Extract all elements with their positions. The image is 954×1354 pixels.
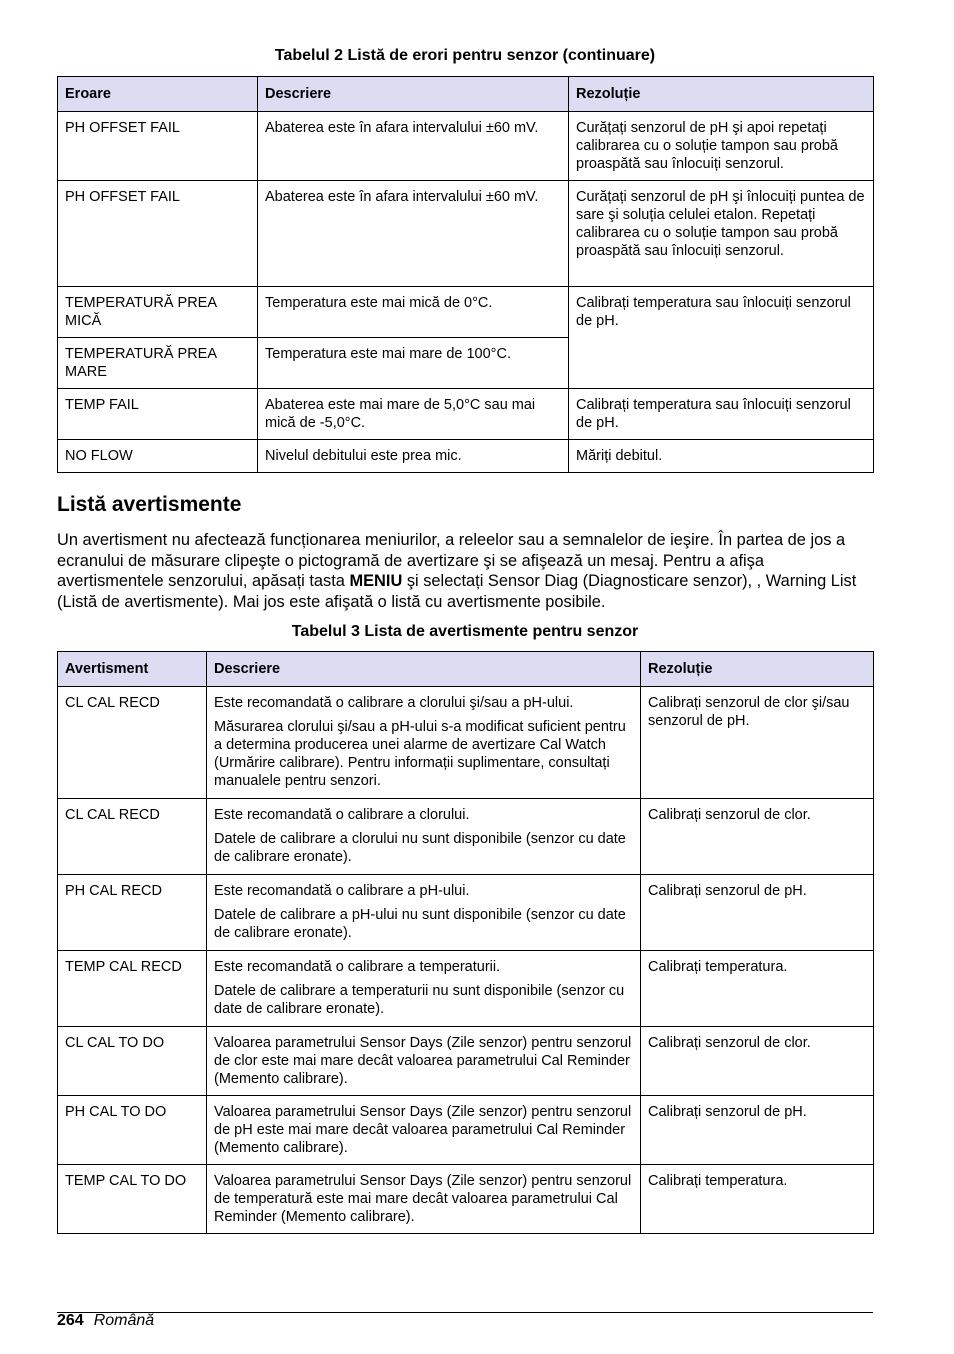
warning-resolution: Calibrați senzorul de pH. <box>641 875 874 951</box>
description-summary: Este recomandată o calibrare a pH-ului. <box>214 883 470 899</box>
header-descriere: Descriere <box>258 77 569 112</box>
error-table <box>57 76 874 473</box>
table-row <box>58 287 874 338</box>
warning-code: CL CAL RECD <box>58 799 207 875</box>
menu-key: MENIU <box>349 572 403 590</box>
warning-description <box>207 687 641 799</box>
warning-resolution: Calibrați senzorul de clor. <box>641 1027 874 1096</box>
intro-text-2: şi selectați Sensor Diag (Diagnosticare senzor), , Warning List (Listă de avertismente). Mai jos este afişată o listă cu avertismente posibile. <box>57 572 857 611</box>
error-code: PH OFFSET FAIL <box>58 181 258 287</box>
warning-code: PH CAL TO DO <box>58 1096 207 1165</box>
header-avertisment: Avertisment <box>58 652 207 687</box>
error-description: Nivelul debitului este prea mic. <box>258 440 569 473</box>
header-eroare: Eroare <box>58 77 258 112</box>
warning-resolution: Calibrați temperatura. <box>641 951 874 1027</box>
warning-code: PH CAL RECD <box>58 875 207 951</box>
description-summary: Este recomandată o calibrare a clorului. <box>214 807 470 823</box>
error-code: TEMPERATURĂ PREA MARE <box>58 338 258 389</box>
description-detail: Datele de calibrare a temperaturii nu sunt disponibile (senzor cu date de calibrare eronate). <box>214 983 625 1017</box>
warning-description <box>207 951 641 1027</box>
error-resolution: Curățați senzorul de pH şi apoi repetați calibrarea cu o soluție tampon sau probă proaspătă sau înlocuiți senzorul. <box>569 112 874 181</box>
error-code: TEMP FAIL <box>58 389 258 440</box>
description-summary: Este recomandată o calibrare a temperaturii. <box>214 959 501 975</box>
table-row <box>58 1165 874 1234</box>
error-description: Temperatura este mai mare de 100°C. <box>258 338 569 389</box>
table2-caption: Tabelul 2 Listă de erori pentru senzor (continuare) <box>274 47 656 64</box>
warning-code: TEMP CAL TO DO <box>58 1165 207 1234</box>
description-detail: Măsurarea clorului şi/sau a pH-ului s-a modificat suficient pentru a determina producerea unei alarme de avertizare Cal Watch (Urmărire calibrare). Pentru informații suplimentare, consultați manualele pentru senzori. <box>214 719 626 789</box>
table-header-row <box>58 652 874 687</box>
table-row <box>58 951 874 1027</box>
warning-table <box>57 651 874 1234</box>
header-rezolutie: Rezoluție <box>641 652 874 687</box>
table-row <box>58 1096 874 1165</box>
description-detail: Datele de calibrare a pH-ului nu sunt disponibile (senzor cu date de calibrare eronate). <box>214 907 626 941</box>
table-row <box>58 875 874 951</box>
warning-description <box>207 799 641 875</box>
warning-resolution: Calibrați senzorul de pH. <box>641 1096 874 1165</box>
table-header-row <box>58 77 874 112</box>
error-resolution: Calibrați temperatura sau înlocuiți senzorul de pH. <box>569 389 874 440</box>
warning-description: Valoarea parametrului Sensor Days (Zile senzor) pentru senzorul de pH este mai mare decât valoarea parametrului Cal Reminder (Memento calibrare). <box>207 1096 641 1165</box>
table-row <box>58 1027 874 1096</box>
footer-language: Română <box>93 1312 155 1329</box>
intro-text-1: Un avertisment nu afectează funcționarea meniurilor, a releelor sau a semnalelor de ieşire. În partea de jos a ecranului de măsurare clipeşte o pictogramă de avertizare şi se afişează un mesaj. Pentru a afişa avertismentele senzorului, apăsați tasta <box>57 531 846 590</box>
error-description: Abaterea este mai mare de 5,0°C sau mai mică de -5,0°C. <box>258 389 569 440</box>
error-code: TEMPERATURĂ PREA MICĂ <box>58 287 258 338</box>
warning-description <box>207 875 641 951</box>
description-detail: Datele de calibrare a clorului nu sunt disponibile (senzor cu date de calibrare eronate). <box>214 831 626 865</box>
table-row <box>58 181 874 287</box>
page-footer <box>57 1312 154 1330</box>
table-row <box>58 687 874 799</box>
section-title: Listă avertismente <box>57 493 242 516</box>
error-resolution: Calibrați temperatura sau înlocuiți senzorul de pH. <box>569 287 874 389</box>
footer-divider <box>57 1312 873 1313</box>
error-description: Abaterea este în afara intervalului ±60 mV. <box>258 181 569 287</box>
warning-description: Valoarea parametrului Sensor Days (Zile senzor) pentru senzorul de clor este mai mare decât valoarea parametrului Cal Reminder (Memento calibrare). <box>207 1027 641 1096</box>
warning-code: TEMP CAL RECD <box>58 951 207 1027</box>
error-description: Abaterea este în afara intervalului ±60 mV. <box>258 112 569 181</box>
warning-resolution: Calibrați senzorul de clor şi/sau senzorul de pH. <box>641 687 874 799</box>
error-resolution: Curățați senzorul de pH şi înlocuiți puntea de sare şi soluția celulei etalon. Repetați calibrarea cu o soluție tampon sau probă proaspătă sau înlocuiți senzorul. <box>569 181 874 287</box>
warning-description: Valoarea parametrului Sensor Days (Zile senzor) pentru senzorul de temperatură este mai mare decât valoarea parametrului Cal Reminder (Memento calibrare). <box>207 1165 641 1234</box>
error-description: Temperatura este mai mică de 0°C. <box>258 287 569 338</box>
table-row <box>58 799 874 875</box>
warning-code: CL CAL TO DO <box>58 1027 207 1096</box>
header-rezolutie: Rezoluție <box>569 77 874 112</box>
page-number: 264 <box>57 1312 84 1329</box>
error-resolution: Măriți debitul. <box>569 440 874 473</box>
section-intro <box>57 530 875 612</box>
table-row <box>58 389 874 440</box>
header-descriere: Descriere <box>207 652 641 687</box>
error-code: PH OFFSET FAIL <box>58 112 258 181</box>
error-code: NO FLOW <box>58 440 258 473</box>
table-row <box>58 112 874 181</box>
warning-resolution: Calibrați temperatura. <box>641 1165 874 1234</box>
warning-code: CL CAL RECD <box>58 687 207 799</box>
table-row <box>58 440 874 473</box>
warning-resolution: Calibrați senzorul de clor. <box>641 799 874 875</box>
table3-caption: Tabelul 3 Lista de avertismente pentru senzor <box>291 623 639 640</box>
description-summary: Este recomandată o calibrare a clorului şi/sau a pH-ului. <box>214 695 574 711</box>
